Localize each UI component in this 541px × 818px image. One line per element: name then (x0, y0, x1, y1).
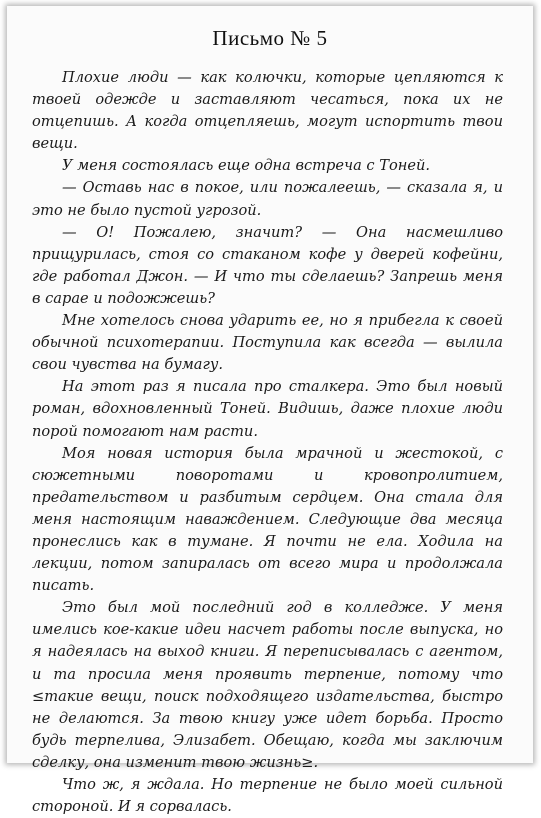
paragraph: — О! Пожалею, значит? — Она насмешливо прищурилась, стоя со стаканом кофе у дверей кофейни, где работал Джон. — И что ты сделаешь? Запрешь меня в сарае и подожжешь? (32, 223, 503, 307)
page-title: Письмо № 5 (212, 26, 328, 50)
letter-page (7, 6, 533, 816)
paragraph: Что ж, я ждала. Но терпение не было моей сильной стороной. И я сорвалась. (32, 776, 503, 816)
paragraph: Плохие люди — как колючки, которые цепляются к твоей одежде и заставляют чесаться, пока их не отцепишь. А когда отцепляешь, могут испортить твои вещи. (32, 69, 503, 153)
paragraph: На этот раз я писала про сталкера. Это был новый роман, вдохновленный Тоней. Видишь, даже плохие люди порой помогают нам расти. (32, 378, 503, 440)
paragraph: Мне хотелось снова ударить ее, но я прибегла к своей обычной психотерапии. Поступила как всегда — вылила свои чувства на бумагу. (32, 312, 503, 374)
letter-body (32, 67, 503, 818)
paragraph: Это был мой последний год в колледже. У меня имелись кое-какие идеи насчет работы после выпуска, но я надеялась на выход книги. Я переписывалась с агентом, и та просила меня проявить терпение, потому что ≤такие вещи, поиск подходящего издательства, быстро не делаются. За твою книгу уже идет борьба. Просто будь терпелива, Элизабет. Обещаю, когда мы заключим сделку, она изменит твою жизнь≥. (32, 599, 503, 771)
paragraph: У меня состоялась еще одна встреча с Тоней. (62, 157, 431, 175)
paragraph: — Оставь нас в покое, или пожалеешь, — сказала я, и это не было пустой угрозой. (32, 179, 503, 219)
paragraph: Моя новая история была мрачной и жестокой, с сюжетными поворотами и кровопролитием, предательством и разбитым сердцем. Она стала для меня настоящим наваждением. Следующие два месяца пронеслись как в тумане. Я почти не ела. Ходила на лекции, потом запиралась от всего мира и продолжала писать. (32, 444, 503, 595)
